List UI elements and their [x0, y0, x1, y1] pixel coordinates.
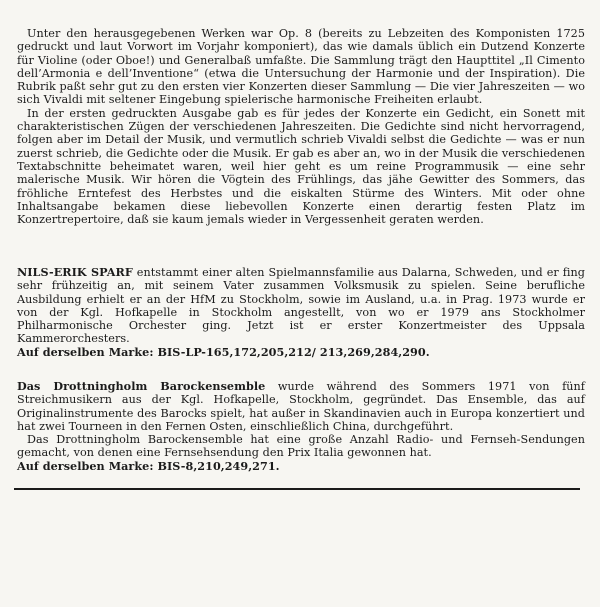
ensemble-discography [17, 460, 585, 473]
ensemble-marke-label: Auf derselben Marke: [17, 458, 158, 473]
sparf-marke-value: BIS-LP-165,172,205,212/ 213,269,284,290. [157, 344, 430, 359]
intro-paragraph-2: In der ersten gedruckten Ausgabe gab es für jedes der Konzerte ein Gedicht, ein Sonett mit charakteristischen Zügen der verschiedenen Jahreszeiten. Die Gedichte sind nicht hervorragend, folgen aber im Detail der Musik, und vermutlich schrieb Vivaldi selbst die Gedichte — was er nun zuerst schrieb, die Gedichte oder die Musik. Er gab es aber an, wo in der Musik die verschiedenen Textabschnitte beheimatet waren, weil hier geht es um reine Programmusik — eine sehr malerische Musik. Wir hören die Vögtein des Frühlings, das jähe Gewitter des Sommers, das fröhliche Erntefest des Herbstes und die eiskalten Stürme des Winters. Mit oder ohne Inhaltsangabe bekamen diese liebevollen Konzerte einen derartig festen Platz im Konzertrepertoire, daß sie kaum jemals wieder in Vergessenheit geraten werden. [17, 106, 585, 227]
sparf-biography [17, 266, 585, 346]
ensemble-biography [17, 380, 585, 433]
sparf-discography [17, 346, 585, 359]
sparf-section [17, 266, 585, 359]
intro-paragraph-1: Unter den herausgegebenen Werken war Op. 8 (bereits zu Lebzeiten des Komponisten 1725 gedruckt und laut Vorwort im Vorjahr komponiert), das wie damals üblich ein Dutzend Konzerte für Violine (oder Oboe!) und Generalbaß umfaßte. Die Sammlung trägt den Haupttitel „Il Cimento dell’Armonia e dell’Inventione“ (etwa die Untersuchung der Harmonie und der Inspiration). Die Rubrik paßt sehr gut zu den ersten vier Konzerten dieser Sammlung — Die vier Jahreszeiten — wo sich Vivaldi mit seltener Eingebung spielerische harmonische Freiheiten erlaubt. [17, 27, 585, 107]
sparf-name: NILS-ERIK SPARF [17, 265, 133, 279]
ensemble-marke-value: BIS-8,210,249,271. [157, 458, 280, 473]
ensemble-paragraph-2: Das Drottningholm Barockensemble hat eine große Anzahl Radio- und Fernseh-Sendungen gemacht, von denen eine Fernsehsendung den Prix Italia gewonnen hat. [17, 433, 585, 460]
ensemble-text: wurde während des Sommers 1971 von fünf Streichmusikern aus der Kgl. Hofkapelle, Stockholm, gegründet. Das Ensemble, das auf Originalinstrumente des Barocks spielt, hat außer in Skandinavien auch in Europa konzertiert und hat zwei Tourneen in den Fernen Osten, einschließlich China, durchgeführt. [17, 380, 585, 433]
intro-section [17, 27, 585, 226]
separator-rule-bottom [14, 488, 580, 490]
ensemble-section [17, 380, 585, 473]
sparf-text: entstammt einer alten Spielmannsfamilie aus Dalarna, Schweden, und er fing sehr frühzeitig an, mit seinem Vater zusammen Volksmusik zu spielen. Seine berufliche Ausbildung erhielt er an der HfM zu Stockholm, sowie im Ausland, u.a. in Prag. 1973 wurde er von der Kgl. Hofkapelle in Stockholm angestellt, von wo er 1979 ans Stockholmer Philharmonische Orchester ging. Jetzt ist er erster Konzertmeister des Uppsala Kammerorchesters. [17, 266, 585, 346]
sparf-marke-label: Auf derselben Marke: [17, 344, 158, 359]
ensemble-name: Das Drottningholm Barockensemble [17, 379, 266, 393]
